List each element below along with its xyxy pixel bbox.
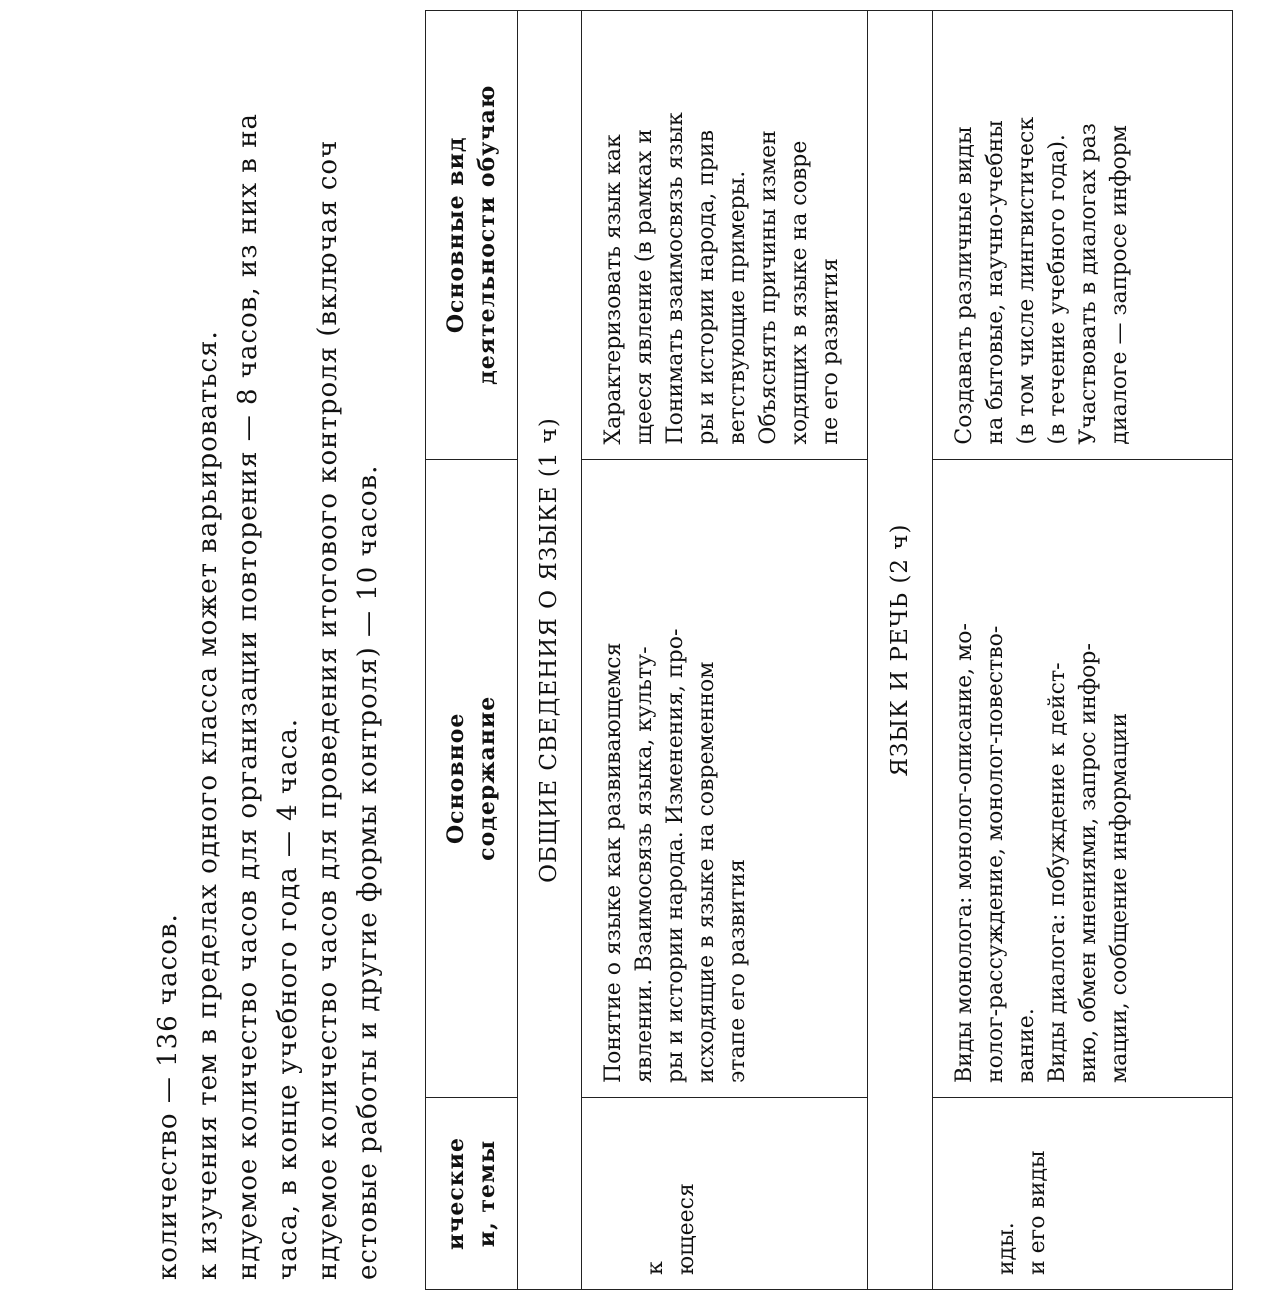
cell-line: Характеризовать язык как <box>601 134 626 445</box>
cell-line: (в том числе лингвистическ <box>1014 116 1039 445</box>
table-row <box>582 11 868 1290</box>
header-topics <box>426 1098 518 1290</box>
header-content-line: Основное <box>442 712 469 845</box>
cell-line: иды. <box>994 1222 1019 1275</box>
cell-line: Виды монолога: монолог-описание, мо- <box>952 623 977 1084</box>
cell-line: к <box>643 1261 668 1275</box>
content-cell <box>582 459 868 1097</box>
header-topics-line: и, темы <box>473 1139 500 1248</box>
cell-line: Создавать различные виды <box>952 126 977 445</box>
intro-line: к изучения тем в пределах одного класса может варьироваться. <box>193 330 223 1280</box>
section-title <box>518 11 582 1290</box>
header-activities-line: Основные вид <box>442 136 469 334</box>
cell-line: ры и истории народа, прив <box>694 129 719 445</box>
cell-line: Понятие о языке как развивающемся <box>601 642 626 1084</box>
cell-line: щееся явление (в рамках и <box>632 129 657 445</box>
topics-cell <box>582 1098 868 1290</box>
section-title-row <box>868 11 933 1290</box>
header-activities <box>426 11 518 460</box>
header-activities-line: деятельности обучаю <box>473 84 500 385</box>
cell-line: пе его развития <box>818 258 843 445</box>
cell-line: Понимать взаимосвязь язык <box>663 112 688 445</box>
header-content-line: содержание <box>473 695 500 861</box>
cell-line: (в течение учебного года). <box>1045 134 1070 445</box>
cell-line: диалоге — запросе информ <box>1107 125 1132 445</box>
activities-cell <box>933 11 1233 460</box>
section-title <box>868 11 933 1290</box>
cell-line: нолог-рассуждение, монолог-повество- <box>983 625 1008 1084</box>
cell-line: ющееся <box>674 1183 699 1275</box>
cell-line: ветствующие примеры. <box>725 170 750 445</box>
section-title-text: ЯЗЫК И РЕЧЬ (2 ч) <box>886 523 913 777</box>
cell-line: вию, обмен мнениями, запрос инфор- <box>1076 643 1101 1084</box>
section-title-row <box>518 11 582 1290</box>
content-cell <box>933 459 1233 1097</box>
cell-line: мации, сообщение информации <box>1107 712 1132 1084</box>
cell-line: явлении. Взаимосвязь языка, культу- <box>632 646 657 1084</box>
cell-line: исходящие в языке на современном <box>694 661 719 1084</box>
section-title-text: ОБЩИЕ СВЕДЕНИЯ О ЯЗЫКЕ (1 ч) <box>536 417 562 883</box>
header-content <box>426 459 518 1097</box>
curriculum-table <box>425 10 1233 1290</box>
intro-line: естовые работы и другие формы контроля) — 10 часов. <box>353 464 383 1280</box>
intro-line: количество — 136 часов. <box>153 913 183 1280</box>
cell-line: Виды диалога: побуждение к дейст- <box>1045 662 1070 1084</box>
header-topics-line: ические <box>442 1137 469 1251</box>
cell-line: Объяснять причины измен <box>756 130 781 445</box>
activities-cell <box>582 11 868 460</box>
cell-line: и его виды <box>1025 1150 1050 1275</box>
intro-line: ндуемое количество часов для организации повторения — 8 часов, из них в на <box>233 112 263 1280</box>
table-header-row <box>426 11 518 1290</box>
cell-line: Участвовать в диалогах раз <box>1076 123 1101 445</box>
cell-line: этапе его развития <box>725 859 750 1084</box>
intro-line: ндуемое количество часов для проведения итогового контроля (включая соч <box>313 139 343 1280</box>
cell-line: на бытовые, научно-учебны <box>983 120 1008 445</box>
intro-line: часа, в конце учебного года — 4 часа. <box>273 718 303 1280</box>
cell-line: ры и истории народа. Изменения, про- <box>663 628 688 1084</box>
cell-line: вание. <box>1014 1008 1039 1084</box>
topics-cell <box>933 1098 1233 1290</box>
cell-line: ходящих в языке на совре <box>787 140 812 445</box>
table-row <box>933 11 1233 1290</box>
